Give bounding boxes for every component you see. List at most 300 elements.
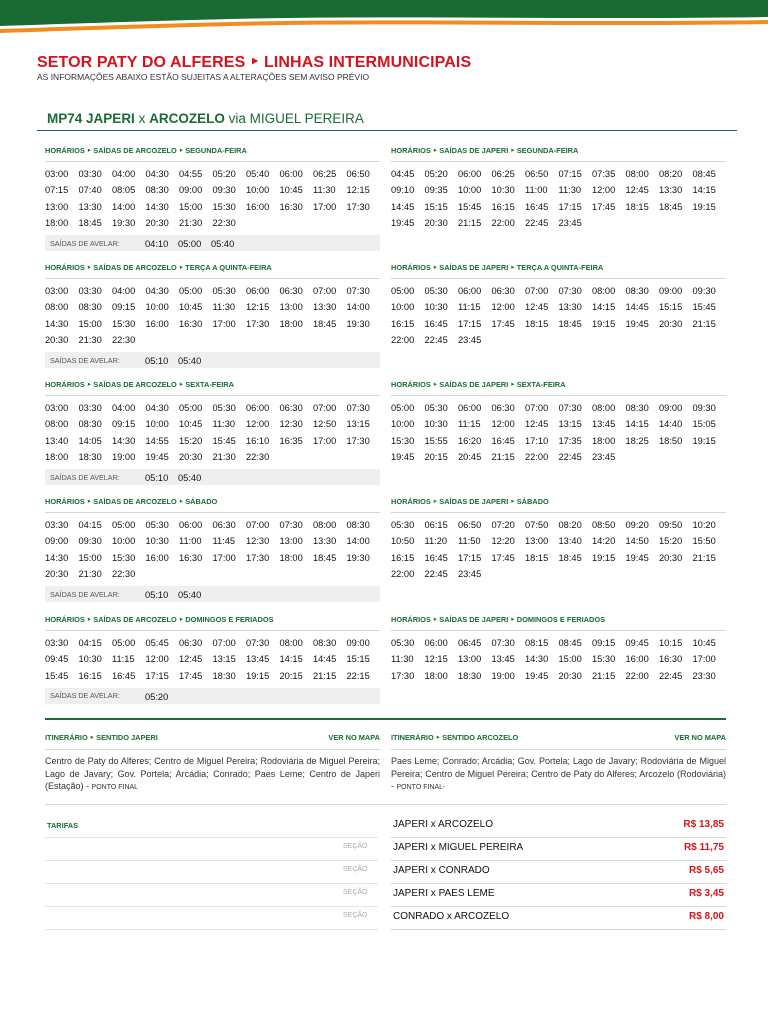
departure-time: 20:15 — [424, 451, 448, 462]
departure-time: 17:45 — [179, 670, 203, 681]
departure-time: 06:50 — [525, 169, 549, 179]
departure-time: 05:00 — [391, 286, 415, 296]
departure-time: 17:00 — [313, 435, 337, 446]
itinerary-rule — [45, 749, 380, 750]
departure-time: 18:30 — [78, 451, 102, 462]
time-grid — [391, 166, 726, 231]
departure-time: 06:00 — [458, 403, 482, 413]
departure-time: 23:30 — [692, 670, 716, 681]
departure-time: 22:45 — [659, 670, 683, 681]
departure-time: 19:45 — [145, 451, 169, 462]
departure-time: 05:30 — [424, 286, 448, 296]
avelar-time: 05:00 — [178, 239, 202, 250]
departure-time: 09:30 — [692, 286, 716, 296]
schedule-japeri-2 — [391, 262, 726, 348]
avelar-label: SAÍDAS DE AVELAR: — [50, 691, 120, 701]
departure-time: 15:30 — [592, 654, 616, 665]
departure-time: 09:20 — [625, 520, 649, 530]
time-row — [45, 316, 380, 332]
departure-time: 06:30 — [212, 520, 236, 530]
departure-time: 22:00 — [625, 670, 649, 681]
time-row — [391, 651, 726, 667]
departure-time: 05:30 — [212, 286, 236, 296]
departure-time: 09:00 — [45, 536, 69, 547]
time-row — [45, 566, 380, 582]
departure-time: 10:15 — [659, 638, 683, 648]
departure-time: 20:45 — [458, 451, 482, 462]
departure-time: 15:15 — [659, 302, 683, 313]
departure-time: 10:00 — [246, 185, 270, 196]
map-link-arcozelo[interactable]: VER NO MAPA — [674, 733, 726, 742]
departure-time: 19:45 — [391, 451, 415, 462]
departure-time: 10:00 — [145, 302, 169, 313]
departure-time: 06:00 — [179, 520, 203, 530]
departure-time: 19:30 — [346, 318, 370, 329]
departure-time: 09:00 — [179, 185, 203, 196]
time-row — [391, 316, 726, 332]
departure-time: 21:15 — [692, 318, 716, 329]
departure-time: 06:30 — [491, 403, 515, 413]
departure-time: 10:00 — [458, 185, 482, 196]
departure-time: 07:30 — [558, 286, 582, 296]
route-via: MIGUEL PEREIRA — [249, 111, 364, 126]
schedule-heading: HORÁRIOS ‣ SAÍDAS DE ARCOZELO ‣ TERÇA A QUINTA-FEIRA — [45, 263, 272, 272]
departure-time: 14:15 — [625, 419, 649, 430]
fare-rule-left — [45, 929, 378, 930]
time-grid — [391, 283, 726, 348]
departure-time: 10:00 — [391, 302, 415, 313]
departure-time: 18:30 — [212, 670, 236, 681]
itinerary-arcozelo — [391, 732, 726, 795]
departure-time: 22:30 — [212, 217, 236, 228]
departure-time: 14:15 — [279, 654, 303, 665]
departure-time: 22:15 — [346, 670, 370, 681]
time-row — [45, 283, 380, 299]
itinerary-heading: ITINERÁRIO ‣ SENTIDO JAPERI — [45, 733, 158, 742]
departure-time: 11:30 — [558, 185, 582, 196]
itinerary-divider — [45, 718, 726, 720]
departure-time: 12:20 — [491, 536, 515, 547]
departure-time: 07:20 — [491, 520, 515, 530]
departure-time: 08:05 — [112, 185, 136, 196]
departure-time: 22:00 — [391, 334, 415, 345]
departure-time: 14:50 — [625, 536, 649, 547]
departure-time: 19:15 — [692, 201, 716, 212]
departure-time: 22:30 — [112, 334, 136, 345]
departure-time: 11:15 — [112, 654, 135, 665]
departure-time: 04:45 — [391, 169, 415, 179]
fare-rule-right — [391, 929, 726, 930]
time-row — [45, 433, 380, 449]
departure-time: 09:10 — [391, 185, 415, 196]
departure-time: 04:00 — [112, 169, 136, 179]
avelar-departures — [45, 352, 380, 368]
avelar-times — [145, 234, 244, 252]
departure-time: 16:15 — [78, 670, 102, 681]
departure-time: 14:45 — [313, 654, 337, 665]
departure-time: 05:30 — [391, 638, 415, 648]
time-row — [391, 668, 726, 684]
departure-time: 14:15 — [592, 302, 616, 313]
schedule-arcozelo-2 — [45, 262, 380, 368]
departure-time: 16:30 — [179, 318, 203, 329]
departure-time: 14:55 — [145, 435, 169, 446]
departure-time: 17:00 — [313, 201, 337, 212]
departure-time: 03:00 — [45, 286, 69, 296]
departure-time: 16:30 — [179, 552, 203, 563]
departure-time: 15:05 — [692, 419, 716, 430]
departure-time: 10:00 — [145, 419, 169, 430]
itinerary-header — [391, 732, 726, 744]
time-row — [391, 533, 726, 549]
route-code: MP74 — [47, 111, 83, 126]
departure-time: 07:00 — [525, 403, 549, 413]
avelar-times — [145, 468, 211, 486]
departure-time: 07:30 — [346, 286, 370, 296]
departure-time: 04:15 — [78, 520, 102, 530]
departure-time: 21:15 — [458, 217, 482, 228]
departure-time: 17:00 — [212, 552, 236, 563]
departure-time: 09:45 — [625, 638, 649, 648]
time-row — [45, 400, 380, 416]
departure-time: 15:30 — [112, 552, 136, 563]
departure-time: 12:30 — [279, 419, 303, 430]
departure-time: 13:30 — [78, 201, 102, 212]
time-row — [391, 550, 726, 566]
departure-time: 11:15 — [458, 419, 481, 430]
header-band — [0, 0, 768, 40]
departure-time: 14:05 — [78, 435, 102, 446]
schedule-japeri-4 — [391, 496, 726, 582]
departure-time: 13:00 — [279, 536, 303, 547]
schedule-arcozelo-4 — [45, 496, 380, 602]
time-row — [391, 517, 726, 533]
departure-time: 17:30 — [346, 435, 370, 446]
fare-route: CONRADO x ARCOZELO — [393, 911, 510, 922]
departure-time: 04:30 — [145, 286, 169, 296]
departure-time: 11:50 — [458, 536, 481, 547]
departure-time: 18:00 — [279, 318, 303, 329]
time-row — [45, 215, 380, 231]
departure-time: 16:45 — [112, 670, 136, 681]
departure-time: 10:30 — [424, 419, 448, 430]
departure-time: 08:30 — [78, 419, 102, 430]
time-row — [391, 166, 726, 182]
schedule-rule — [45, 161, 380, 162]
departure-time: 19:00 — [112, 451, 136, 462]
schedule-japeri-1 — [391, 145, 726, 231]
departure-time: 22:45 — [525, 217, 549, 228]
departure-time: 14:30 — [45, 318, 69, 329]
route-title — [47, 111, 364, 126]
departure-time: 03:30 — [45, 638, 69, 648]
departure-time: 17:15 — [458, 318, 482, 329]
page-subtitle: AS INFORMAÇÕES ABAIXO ESTÃO SUJEITAS A ALTERAÇÕES SEM AVISO PRÉVIO — [37, 72, 370, 82]
departure-time: 04:30 — [145, 403, 169, 413]
route-divider — [37, 130, 737, 131]
time-row — [45, 299, 380, 315]
departure-time: 09:00 — [659, 403, 683, 413]
departure-time: 18:25 — [625, 435, 649, 446]
departure-time: 16:45 — [491, 435, 515, 446]
time-row — [45, 199, 380, 215]
map-link-japeri[interactable]: VER NO MAPA — [328, 733, 380, 742]
departure-time: 23:45 — [592, 451, 616, 462]
departure-time: 16:30 — [659, 654, 683, 665]
time-row — [45, 449, 380, 465]
departure-time: 14:30 — [525, 654, 549, 665]
time-grid — [391, 400, 726, 465]
time-row — [391, 299, 726, 315]
departure-time: 05:45 — [145, 638, 169, 648]
time-row — [391, 449, 726, 465]
departure-time: 22:00 — [491, 217, 515, 228]
departure-time: 06:30 — [279, 403, 303, 413]
departure-time: 08:00 — [592, 403, 616, 413]
time-row — [45, 182, 380, 198]
departure-time: 17:35 — [558, 435, 582, 446]
departure-time: 08:30 — [313, 638, 337, 648]
departure-time: 03:00 — [45, 403, 69, 413]
schedule-japeri-3 — [391, 379, 726, 465]
departure-time: 20:30 — [659, 318, 683, 329]
departure-time: 07:30 — [346, 403, 370, 413]
departure-time: 07:50 — [525, 520, 549, 530]
departure-time: 06:00 — [246, 286, 270, 296]
schedule-rule — [45, 278, 380, 279]
fare-route: JAPERI x CONRADO — [393, 865, 490, 876]
departure-time: 15:00 — [78, 318, 102, 329]
departure-time: 13:15 — [346, 419, 370, 430]
schedule-rule — [391, 630, 726, 631]
fare-row — [45, 861, 726, 884]
departure-time: 08:00 — [592, 286, 616, 296]
departure-time: 10:00 — [112, 536, 136, 547]
departure-time: 10:20 — [692, 520, 716, 530]
departure-time: 17:00 — [692, 654, 716, 665]
avelar-time: 05:40 — [211, 239, 235, 250]
schedule-heading: HORÁRIOS ‣ SAÍDAS DE JAPERI ‣ TERÇA A QUINTA-FEIRA — [391, 263, 604, 272]
departure-time: 06:30 — [179, 638, 203, 648]
departure-time: 10:45 — [179, 302, 203, 313]
section-label: SEÇÃO — [343, 843, 368, 850]
departure-time: 05:30 — [145, 520, 169, 530]
departure-time: 16:00 — [145, 318, 169, 329]
schedule-heading: HORÁRIOS ‣ SAÍDAS DE ARCOZELO ‣ SEXTA-FEIRA — [45, 380, 234, 389]
departure-time: 13:30 — [659, 185, 683, 196]
departure-time: 15:45 — [212, 435, 236, 446]
departure-time: 11:30 — [313, 185, 336, 196]
departure-time: 18:00 — [424, 670, 448, 681]
departure-time: 17:00 — [212, 318, 236, 329]
schedule-rule — [391, 161, 726, 162]
departure-time: 06:00 — [279, 169, 303, 179]
departure-time: 13:30 — [313, 302, 337, 313]
departure-time: 19:15 — [592, 552, 616, 563]
fare-row — [45, 884, 726, 907]
schedule-arcozelo-1 — [45, 145, 380, 251]
schedule-rule — [45, 512, 380, 513]
route-via-word: via — [228, 111, 246, 126]
departure-time: 23:45 — [458, 334, 482, 345]
departure-time: 18:00 — [45, 451, 69, 462]
time-row — [391, 433, 726, 449]
avelar-time: 04:10 — [145, 239, 169, 250]
departure-time: 05:30 — [424, 403, 448, 413]
departure-time: 18:45 — [558, 552, 582, 563]
departure-time: 22:30 — [112, 568, 136, 579]
departure-time: 06:25 — [491, 169, 515, 179]
departure-time: 12:00 — [491, 419, 515, 430]
departure-time: 19:45 — [391, 217, 415, 228]
departure-time: 06:50 — [346, 169, 370, 179]
departure-time: 19:45 — [625, 318, 649, 329]
avelar-departures — [45, 469, 380, 485]
departure-time: 17:45 — [491, 552, 515, 563]
avelar-departures — [45, 235, 380, 251]
departure-time: 14:00 — [346, 536, 370, 547]
departure-time: 03:00 — [45, 169, 69, 179]
time-row — [391, 182, 726, 198]
schedule-heading: HORÁRIOS ‣ SAÍDAS DE JAPERI ‣ SEXTA-FEIRA — [391, 380, 566, 389]
departure-time: 21:15 — [313, 670, 337, 681]
avelar-departures — [45, 586, 380, 602]
departure-time: 10:30 — [491, 185, 515, 196]
departure-time: 10:30 — [424, 302, 448, 313]
departure-time: 19:30 — [346, 552, 370, 563]
departure-time: 07:30 — [491, 638, 515, 648]
departure-time: 05:30 — [391, 520, 415, 530]
departure-time: 10:00 — [391, 419, 415, 430]
departure-time: 12:45 — [179, 654, 203, 665]
departure-time: 13:45 — [246, 654, 270, 665]
departure-time: 11:30 — [391, 654, 414, 665]
time-row — [45, 635, 380, 651]
departure-time: 09:00 — [659, 286, 683, 296]
departure-time: 15:45 — [45, 670, 69, 681]
departure-time: 04:00 — [112, 403, 136, 413]
departure-time: 08:30 — [145, 185, 169, 196]
departure-time: 18:45 — [313, 552, 337, 563]
departure-time: 12:30 — [246, 536, 270, 547]
departure-time: 21:15 — [491, 451, 515, 462]
avelar-time: 05:10 — [145, 473, 169, 484]
departure-time: 18:00 — [45, 217, 69, 228]
departure-time: 17:30 — [246, 318, 270, 329]
departure-time: 07:15 — [558, 169, 582, 179]
avelar-departures — [45, 688, 380, 704]
departure-time: 16:35 — [279, 435, 303, 446]
departure-time: 05:30 — [212, 403, 236, 413]
departure-time: 15:30 — [391, 435, 415, 446]
departure-time: 20:30 — [659, 552, 683, 563]
departure-time: 16:20 — [458, 435, 482, 446]
departure-time: 06:30 — [279, 286, 303, 296]
time-row — [45, 517, 380, 533]
schedule-rule — [45, 630, 380, 631]
schedule-rule — [391, 278, 726, 279]
departure-time: 10:50 — [391, 536, 415, 547]
departure-time: 07:00 — [525, 286, 549, 296]
schedule-heading: HORÁRIOS ‣ SAÍDAS DE ARCOZELO ‣ DOMINGOS E FERIADOS — [45, 615, 274, 624]
departure-time: 06:25 — [313, 169, 337, 179]
time-grid — [45, 283, 380, 348]
departure-time: 09:00 — [346, 638, 370, 648]
departure-time: 13:30 — [558, 302, 582, 313]
avelar-time: 05:10 — [145, 356, 169, 367]
departure-time: 17:30 — [346, 201, 370, 212]
time-row — [45, 332, 380, 348]
departure-time: 20:30 — [424, 217, 448, 228]
time-row — [391, 566, 726, 582]
departure-time: 18:15 — [625, 201, 649, 212]
departure-time: 09:50 — [659, 520, 683, 530]
departure-time: 09:30 — [78, 536, 102, 547]
departure-time: 05:00 — [179, 286, 203, 296]
departure-time: 04:00 — [112, 286, 136, 296]
departure-time: 17:15 — [558, 201, 582, 212]
departure-time: 07:30 — [279, 520, 303, 530]
departure-time: 06:00 — [458, 169, 482, 179]
departure-time: 14:40 — [659, 419, 683, 430]
schedule-arcozelo-3 — [45, 379, 380, 485]
departure-time: 12:15 — [246, 302, 270, 313]
schedule-heading: HORÁRIOS ‣ SAÍDAS DE JAPERI ‣ DOMINGOS E FERIADOS — [391, 615, 606, 624]
itinerary-text — [45, 755, 380, 795]
time-row — [45, 550, 380, 566]
departure-time: 16:45 — [525, 201, 549, 212]
avelar-label: SAÍDAS DE AVELAR: — [50, 472, 120, 482]
departure-time: 08:30 — [346, 520, 370, 530]
section-label: SEÇÃO — [343, 889, 368, 896]
departure-time: 21:30 — [78, 568, 102, 579]
departure-time: 06:15 — [424, 520, 448, 530]
itinerary-text — [391, 755, 726, 795]
departure-time: 15:30 — [212, 201, 236, 212]
departure-time: 12:15 — [424, 654, 448, 665]
departure-time: 20:30 — [45, 334, 69, 345]
departure-time: 08:30 — [625, 286, 649, 296]
itinerary-header — [45, 732, 380, 744]
departure-time: 06:30 — [491, 286, 515, 296]
time-row — [45, 668, 380, 684]
departure-time: 09:15 — [112, 302, 136, 313]
departure-time: 08:30 — [78, 302, 102, 313]
departure-time: 17:10 — [525, 435, 549, 446]
departure-time: 10:30 — [78, 654, 102, 665]
departure-time: 07:00 — [313, 403, 337, 413]
departure-time: 07:00 — [212, 638, 236, 648]
time-grid — [391, 635, 726, 684]
itinerary-end-label: PONTO FINAL — [91, 784, 139, 791]
fare-route: JAPERI x MIGUEL PEREIRA — [393, 842, 524, 853]
departure-time: 08:45 — [558, 638, 582, 648]
fares-divider — [45, 804, 726, 805]
schedule-japeri-5 — [391, 614, 726, 684]
departure-time: 05:00 — [112, 638, 136, 648]
departure-time: 05:20 — [424, 169, 448, 179]
departure-time: 20:15 — [279, 670, 303, 681]
route-origin: JAPERI — [86, 111, 135, 126]
time-row — [45, 651, 380, 667]
departure-time: 08:45 — [692, 169, 716, 179]
departure-time: 19:15 — [246, 670, 270, 681]
departure-time: 12:45 — [525, 419, 549, 430]
time-grid — [45, 635, 380, 684]
departure-time: 06:50 — [458, 520, 482, 530]
departure-time: 03:30 — [78, 169, 102, 179]
departure-time: 15:20 — [179, 435, 203, 446]
